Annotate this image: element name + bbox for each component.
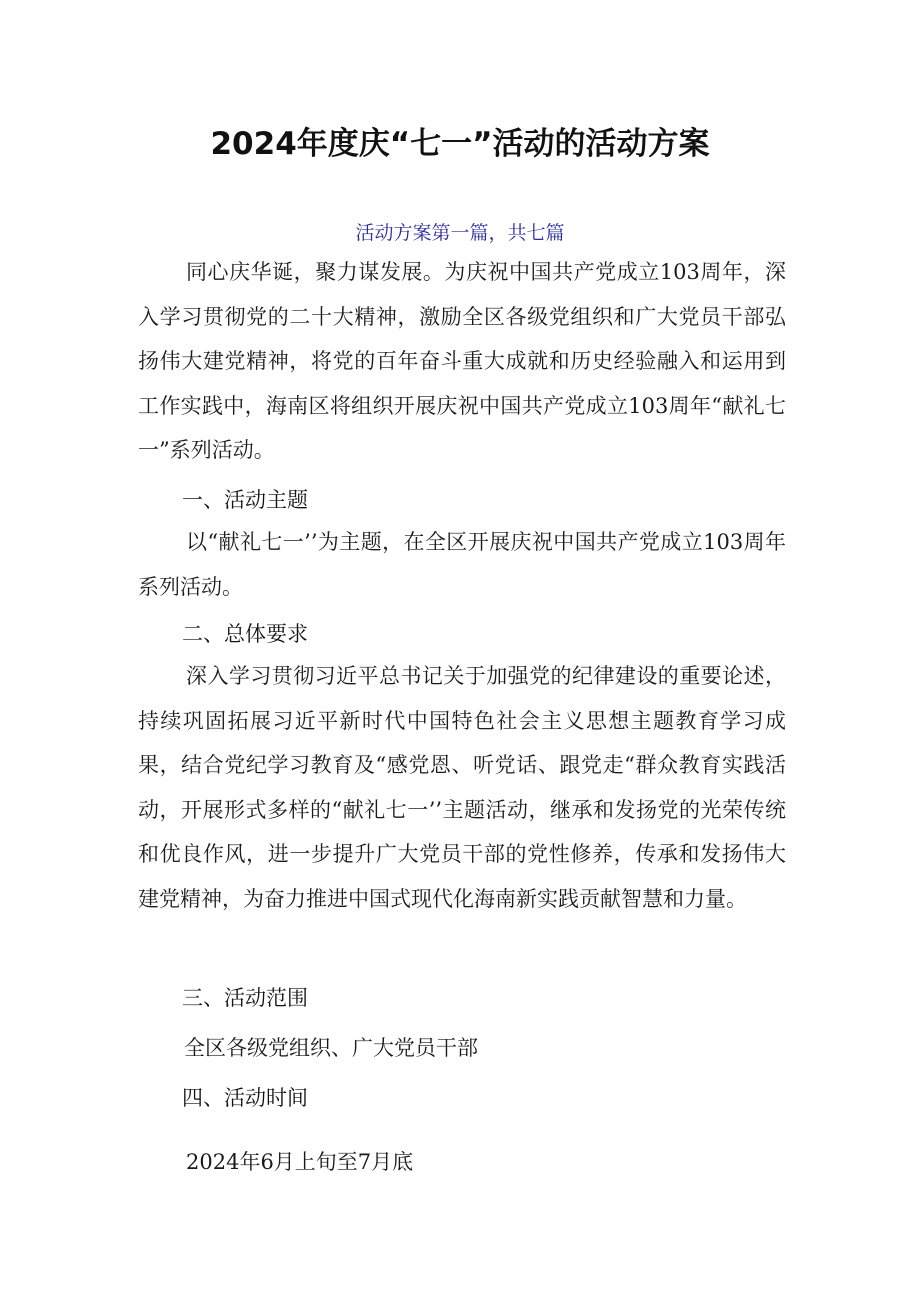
section-body-time: 2024年6月上旬至7月底: [186, 1150, 414, 1174]
section-body-requirements: 深入学习贯彻习近平总书记关于加强党的纪律建设的重要论述，持续巩固拓展习近平新时代中国特色社会主义思想主题教育学习成果，结合党纪学习教育及“感党恩、听党话、跟党走“群众教育实践活动，开展形式多样的“献礼七一’’主题活动，继承和发扬党的光荣传统和优良作风，进一步提升广大党员干部的党性修养，传承和发扬伟大建党精神，为奋力推进中国式现代化海南新实践贡献智慧和力量。: [138, 664, 786, 911]
document-title: 2024年度庆“七一”活动的活动方案: [210, 126, 710, 162]
section-heading-requirements: 二、总体要求: [182, 622, 308, 646]
section-heading-theme: 一、活动主题: [182, 488, 308, 512]
section-body-theme: 以“献礼七一’’为主题，在全区开展庆祝中国共产党成立103周年系列活动。: [138, 530, 786, 599]
section-body-scope: 全区各级党组织、广大党员干部: [184, 1036, 478, 1060]
intro-paragraph: 同心庆华诞，聚力谋发展。为庆祝中国共产党成立103周年，深入学习贯彻党的二十大精神，激励全区各级党组织和广大党员干部弘扬伟大建党精神，将党的百年奋斗重大成就和历史经验融入和运用到工作实践中，海南区将组织开展庆祝中国共产党成立103周年“献礼七一”系列活动。: [138, 260, 786, 462]
section-heading-scope: 三、活动范围: [182, 986, 308, 1010]
section-heading-time: 四、活动时间: [182, 1086, 308, 1110]
document-subtitle: 活动方案第一篇，共七篇: [355, 222, 565, 244]
